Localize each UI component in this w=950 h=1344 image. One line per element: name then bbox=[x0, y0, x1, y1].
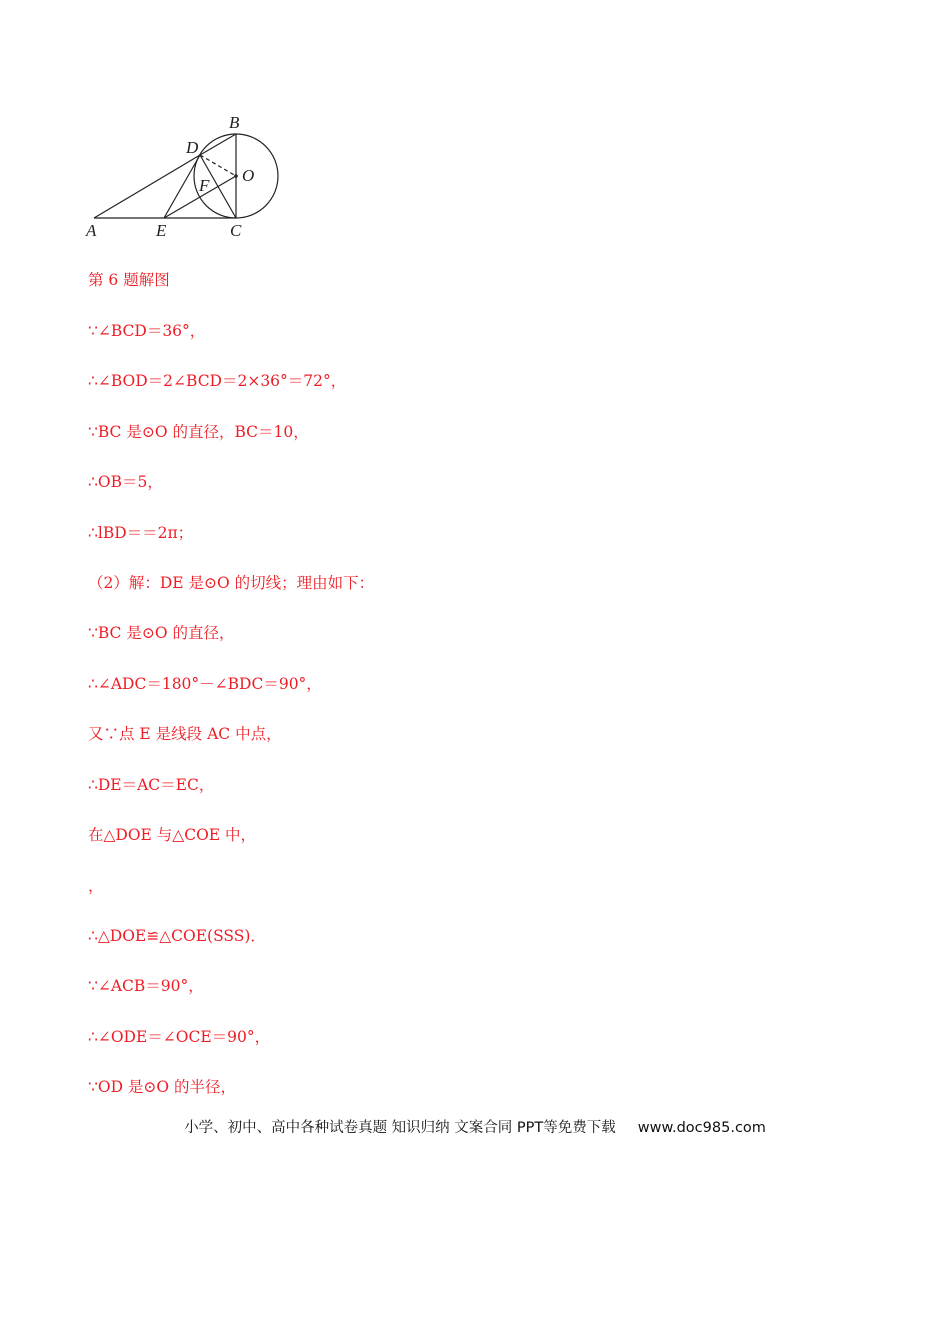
label-o: O bbox=[242, 166, 255, 185]
page-footer bbox=[0, 1116, 950, 1137]
figure-caption: 第 6 题解图 bbox=[88, 271, 170, 289]
solution-line-1: ∵∠BCD＝36°， bbox=[88, 322, 206, 340]
solution-line-8: ∴∠ADC＝180°－∠BDC＝90°， bbox=[88, 675, 322, 693]
solution-line-2: ∴∠BOD＝2∠BCD＝2×36°＝72°， bbox=[88, 372, 347, 390]
solution-line-9: 又∵点 E 是线段 AC 中点， bbox=[88, 725, 282, 743]
solution-line-12: ， bbox=[88, 877, 104, 895]
solution-line-7: ∵BC 是⊙O 的直径， bbox=[88, 624, 235, 642]
label-e: E bbox=[156, 221, 167, 240]
segment-ad bbox=[94, 155, 200, 218]
label-f: F bbox=[199, 176, 210, 195]
segment-db bbox=[200, 134, 236, 155]
solution-line-6: （2）解：DE 是⊙O 的切线；理由如下： bbox=[88, 574, 375, 592]
geometry-figure bbox=[80, 108, 290, 248]
solution-line-16: ∵OD 是⊙O 的半径， bbox=[88, 1078, 237, 1096]
solution-line-4: ∴OB＝5， bbox=[88, 473, 163, 491]
footer-text: 小学、初中、高中各种试卷真题 知识归纳 文案合同 PPT等免费下载 bbox=[184, 1120, 616, 1136]
solution-line-11: 在△DOE 与△COE 中， bbox=[88, 826, 257, 844]
label-a: A bbox=[86, 221, 97, 240]
solution-line-3: ∵BC 是⊙O 的直径，BC＝10， bbox=[88, 423, 309, 441]
segment-de bbox=[164, 155, 200, 218]
solution-line-13: ∴△DOE≌△COE(SSS)． bbox=[88, 927, 266, 945]
footer-url[interactable]: www.doc985.com bbox=[637, 1120, 766, 1136]
solution-line-14: ∵∠ACB＝90°， bbox=[88, 977, 204, 995]
label-c: C bbox=[230, 221, 242, 240]
solution-line-5: ∴lBD＝＝2π； bbox=[88, 524, 194, 542]
label-b: B bbox=[229, 113, 240, 132]
label-d: D bbox=[186, 138, 199, 157]
center-point-o bbox=[234, 174, 238, 178]
solution-line-10: ∴DE＝AC＝EC， bbox=[88, 776, 215, 794]
solution-line-15: ∴∠ODE＝∠OCE＝90°， bbox=[88, 1028, 271, 1046]
